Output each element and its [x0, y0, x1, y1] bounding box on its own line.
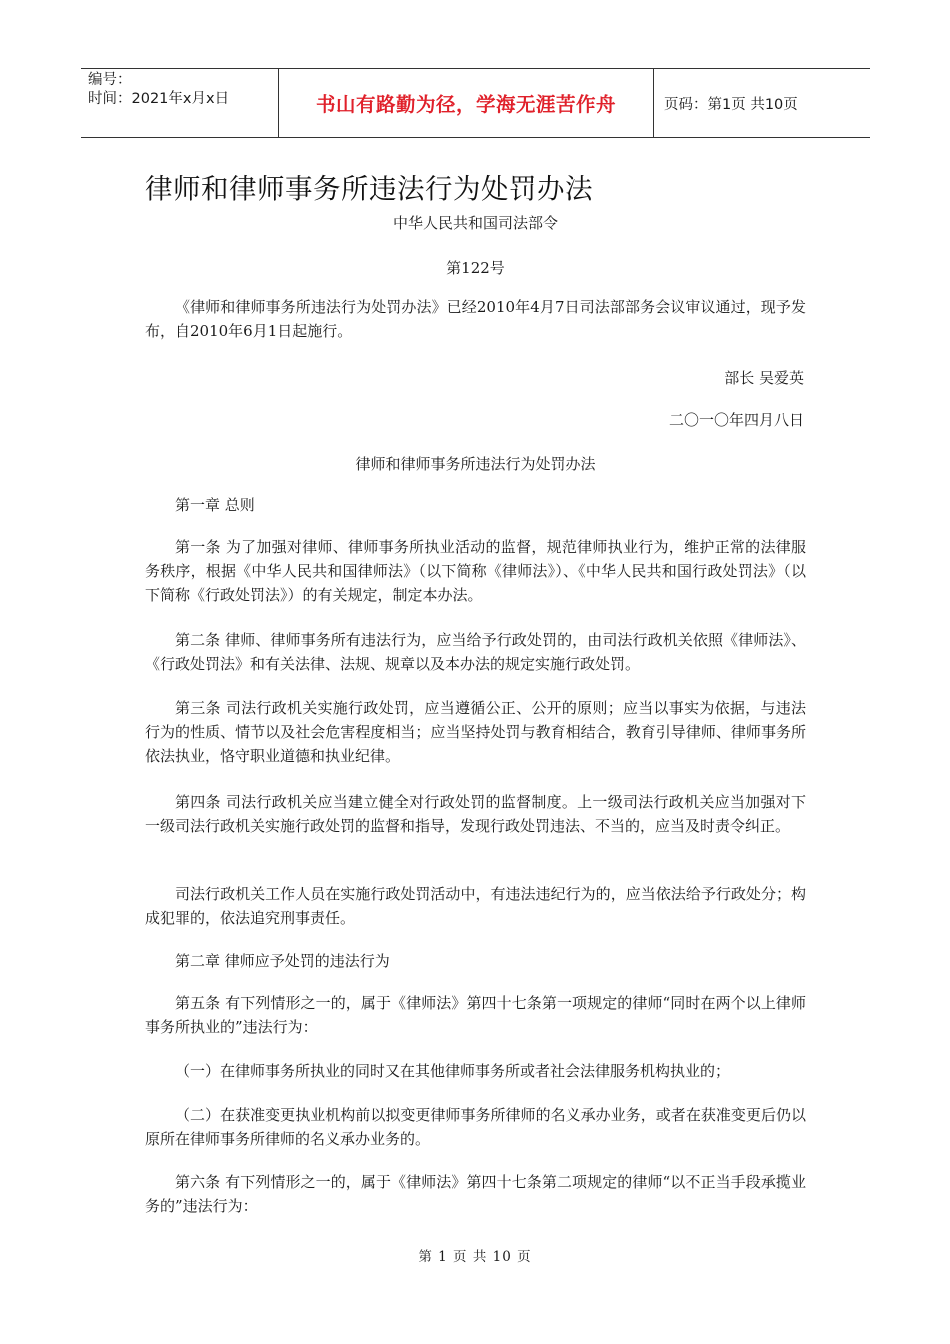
article-1: 第一条 为了加强对律师、律师事务所执业活动的监督，规范律师执业行为，维护正常的法律服务秩序，根据《中华人民共和国律师法》（以下简称《律师法》）、《中华人民共和国行政处罚法》（以下简称《行政处罚法》）的有关规定，制定本办法。: [145, 538, 806, 604]
article-4-para-1: 第四条 司法行政机关应当建立健全对行政处罚的监督制度。上一级司法行政机关应当加强对下一级司法行政机关实施行政处罚的监督和指导，发现行政处罚违法、不当的，应当及时责令纠正。: [145, 793, 806, 835]
time-label: 时间：2021年x月x日: [88, 91, 230, 107]
header-page-label: 页码：第1页 共10页: [664, 96, 798, 113]
article-5-item-2: （二）在获准变更执业机构前以拟变更律师事务所律师的名义承办业务，或者在获准变更后仍以原所在律师事务所律师的名义承办业务的。: [145, 1106, 806, 1148]
signer: 部长 吴爱英: [724, 369, 804, 387]
preamble: 《律师和律师事务所违法行为处罚办法》已经2010年4月7日司法部部务会议审议通过，现予发布，自2010年6月1日起施行。: [145, 298, 806, 340]
page-header: [81, 68, 870, 138]
chapter-1-heading: 第一章 总则: [175, 496, 255, 514]
article-5-item-1: （一）在律师事务所执业的同时又在其他律师事务所或者社会法律服务机构执业的；: [175, 1062, 731, 1080]
chapter-2-heading: 第二章 律师应予处罚的违法行为: [175, 952, 390, 970]
article-4-para-2: 司法行政机关工作人员在实施行政处罚活动中，有违法违纪行为的，应当依法给予行政处分；构成犯罪的，依法追究刑事责任。: [145, 885, 806, 927]
issuer: 中华人民共和国司法部令: [392, 214, 558, 232]
header-motto: 书山有路勤为径，学海无涯苦作舟: [279, 69, 654, 137]
issue-date: 二〇一〇年四月八日: [668, 411, 804, 429]
article-3: 第三条 司法行政机关实施行政处罚，应当遵循公正、公开的原则；应当以事实为依据，与违法行为的性质、情节以及社会危害程度相当；应当坚持处罚与教育相结合，教育引导律师、律师事务所依法执业，恪守职业道德和执业纪律。: [145, 699, 806, 765]
order-number: 第122号: [446, 259, 505, 277]
article-6: 第六条 有下列情形之一的，属于《律师法》第四十七条第二项规定的律师“以不正当手段承揽业务的”违法行为：: [145, 1173, 806, 1215]
header-meta: [81, 69, 279, 137]
document-title: 律师和律师事务所违法行为处罚办法: [145, 173, 593, 205]
page-footer: 第 1 页 共 10 页: [418, 1249, 532, 1265]
subtitle: 律师和律师事务所违法行为处罚办法: [355, 455, 596, 473]
article-5: 第五条 有下列情形之一的，属于《律师法》第四十七条第一项规定的律师“同时在两个以上律师事务所执业的”违法行为：: [145, 994, 806, 1036]
article-2: 第二条 律师、律师事务所有违法行为，应当给予行政处罚的，由司法行政机关依照《律师法》、《行政处罚法》和有关法律、法规、规章以及本办法的规定实施行政处罚。: [145, 631, 806, 673]
code-label: 编号：: [88, 72, 132, 88]
